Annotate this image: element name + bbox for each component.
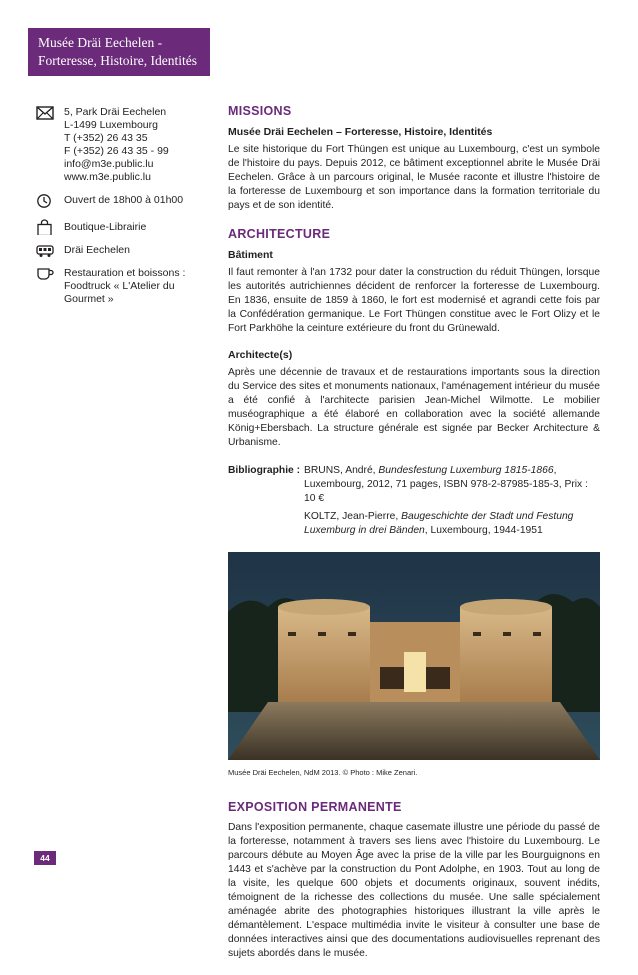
food-line-2: Foodtruck « L'Atelier du — [64, 280, 175, 292]
bus-stop: Dräi Eechelen — [64, 244, 130, 256]
bibliography-entry — [304, 464, 600, 506]
batiment-text: Il faut remonter à l'an 1732 pour dater la construction du réduit Thüngen, lorsque les autorités autrichiennes décident de renforcer la forteresse de Luxembourg. En 1836, ensuite de 1859 à 1860, le fort est modernisé et agrandi cette fois par la Confédération germanique. Le Fort Thüngen constitue avec le Fort Olizy et le Fort Parkhöhe la ceinture extérieure du front du Grünewald. — [228, 267, 600, 334]
entry-title: Baugeschichte der Stadt und Festung Luxemburg in drei Bänden — [304, 511, 574, 536]
clock-icon — [36, 193, 54, 209]
food-line-1: Restauration et boissons : — [64, 267, 186, 279]
architecture-heading: ARCHITECTURE — [228, 227, 331, 241]
food-block — [36, 267, 216, 306]
entry-details: , Luxembourg, 2012, 71 pages, ISBN 978-2-87985-185-3, Prix : 10 € — [304, 465, 588, 504]
page-header-banner — [28, 28, 210, 76]
architecture-section — [228, 227, 600, 450]
food-line-3: Gourmet » — [64, 293, 114, 305]
batiment-heading: Bâtiment — [228, 249, 273, 261]
page-number: 44 — [34, 851, 56, 865]
banner-line-2: Forteresse, Histoire, Identités — [38, 53, 197, 68]
website-link[interactable]: www.m3e.public.lu — [64, 171, 151, 183]
hours-block — [36, 194, 216, 207]
photo-caption: Musée Dräi Eechelen, NdM 2013. © Photo : Mike Zenari. — [228, 768, 418, 777]
missions-section — [228, 104, 600, 213]
main-column — [228, 104, 600, 975]
shopping-bag-icon — [36, 218, 54, 235]
coffee-cup-icon — [36, 267, 54, 281]
fort-night-illustration — [228, 552, 600, 760]
entry-author: KOLTZ, Jean-Pierre, — [304, 511, 402, 522]
phone-line: T (+352) 26 43 35 — [64, 132, 148, 144]
bus-block — [36, 244, 216, 257]
city-line: L-1499 Luxembourg — [64, 119, 158, 131]
architecte-text: Après une décennie de travaux et de restaurations importants sous la direction du Service des sites et monuments nationaux, l'aménagement intérieur du musée a été confié à l'architecte parisien Jean-Michel Wilmotte. Le mobilier muséographique a été élaboré en collaboration avec la société allemande König+Ebersbach. La structure générale est signée par Becker Architecture & Urbanisme. — [228, 367, 600, 448]
bibliography-label: Bibliographie : — [228, 465, 301, 476]
shop-label: Boutique-Librairie — [64, 221, 147, 233]
contact-block — [36, 106, 216, 184]
bibliography-entry — [304, 510, 600, 538]
exposition-heading: EXPOSITION PERMANENTE — [228, 800, 402, 814]
bus-icon — [36, 244, 54, 258]
exposition-section — [228, 800, 600, 961]
email-link[interactable]: info@m3e.public.lu — [64, 158, 154, 170]
missions-subtitle: Musée Dräi Eechelen – Forteresse, Histoire, Identités — [228, 126, 493, 138]
sidebar-info — [36, 106, 216, 316]
entry-title: Bundesfestung Luxemburg 1815-1866 — [378, 465, 554, 476]
bibliography — [228, 464, 600, 538]
envelope-icon — [36, 106, 54, 120]
missions-text: Le site historique du Fort Thüngen est unique au Luxembourg, c'est un symbole de l'histoire du pays. Depuis 2012, ce bâtiment exceptionnel abrite le Musée Dräi Eechelen. Grâce à un parcours original, le Musée raconte et illustre l'histoire de la forteresse de Luxembourg et son importance dans la formation territoriale du pays et de son identité. — [228, 144, 600, 211]
address-line: 5, Park Dräi Eechelen — [64, 106, 167, 118]
entry-author: BRUNS, André, — [304, 465, 379, 476]
opening-hours: Ouvert de 18h00 à 01h00 — [64, 194, 184, 206]
exposition-text: Dans l'exposition permanente, chaque casemate illustre une période du passé de la forteresse, notamment à travers ses liens avec l'histoire du Luxembourg. Le parcours débute au Moyen Âge avec la prise de la ville par les Bourguignons en 1443 et s'achève par la construction du Pont Adolphe, en 1903. Tout au long de la visite, les quelque 600 objets et documents originaux, souvent inédits, témoignent de la richesse des collections du musée. Une salle spécialement aménagée abrite des photographies historiques illustrant la ville après le démantèlement. L'espace multimédia invite le visiteur à consulter une base de données interactives ainsi que des documentations audiovisuelles reprenant des sujets abordés dans le musée. — [228, 822, 600, 959]
missions-heading: MISSIONS — [228, 104, 292, 118]
fort-photo — [228, 552, 600, 760]
shop-block — [36, 221, 216, 234]
banner-line-1: Musée Dräi Eechelen - — [38, 35, 163, 50]
entry-details: , Luxembourg, 1944-1951 — [424, 525, 543, 536]
fax-line: F (+352) 26 43 35 - 99 — [64, 145, 169, 157]
architecte-heading: Architecte(s) — [228, 349, 293, 361]
